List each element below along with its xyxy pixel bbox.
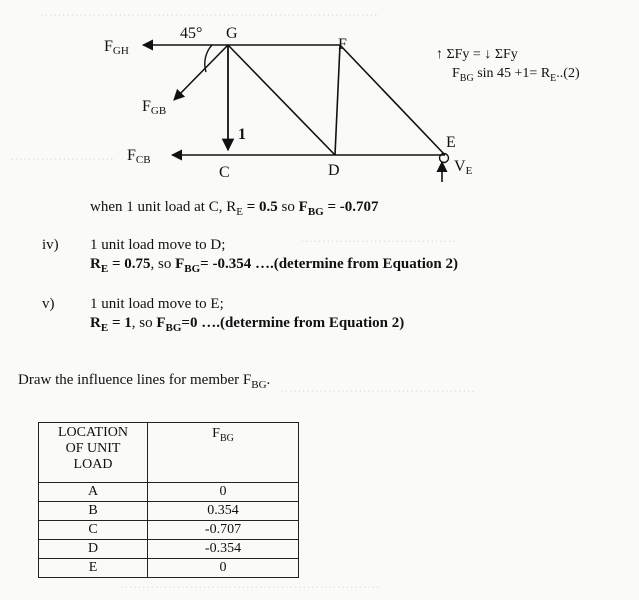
case-v-line-2: $R_E = 1$, so $F_{BG}=0$ ….(determine from Equation 2) <box>90 315 405 334</box>
case-v-number: v) <box>42 296 55 312</box>
table-row <box>39 483 299 502</box>
label-fcb: FCB <box>127 147 151 166</box>
label-c: C <box>219 164 230 181</box>
equation-line-1: ↑ ΣFy = ↓ ΣFy <box>436 47 518 62</box>
label-f: F <box>338 36 347 53</box>
equation-line-2: $F_{BG}$ $\sin 45 +1= R_E..(2)$ <box>452 66 580 84</box>
cell-value: 0 <box>148 559 299 578</box>
label-fgh: FGH <box>104 38 129 57</box>
table-header-row <box>39 423 299 483</box>
cell-location: A <box>39 483 148 502</box>
influence-table <box>38 422 299 578</box>
force-fgb-arrow <box>174 45 228 100</box>
cell-value: 0 <box>148 483 299 502</box>
case-c-text: when 1 unit load at C, $R_E = 0.5$ so $F_{BG} = -0.707$ <box>90 199 379 218</box>
case-iv-line-2: $R_E = 0.75$, so $F_{BG}= -0.354$ ….(determine from Equation 2) <box>90 256 458 275</box>
table-row <box>39 540 299 559</box>
header-location: LOCATION OF UNIT LOAD <box>39 423 148 483</box>
cell-value: 0.354 <box>148 502 299 521</box>
label-d: D <box>328 162 340 179</box>
cell-location: E <box>39 559 148 578</box>
label-unit-load: 1 <box>238 126 246 143</box>
bleed-through-text: …………………………………………………………………… <box>40 4 378 19</box>
cell-location: D <box>39 540 148 559</box>
case-iv-number: iv) <box>42 237 59 253</box>
label-ve: VE <box>454 158 473 177</box>
table-row <box>39 521 299 540</box>
bleed-through-text: ……………………………………… <box>280 380 475 395</box>
bleed-through-text: …………………………………………………… <box>120 576 380 591</box>
table-row <box>39 502 299 521</box>
table-row <box>39 559 299 578</box>
instruction-text: Draw the influence lines for member $F_{BG}$. <box>18 372 271 391</box>
truss-diagram <box>0 0 639 200</box>
cell-value: -0.707 <box>148 521 299 540</box>
label-angle: 45° <box>180 25 203 42</box>
cell-value: -0.354 <box>148 540 299 559</box>
bleed-through-text: ……………………………… <box>300 230 456 245</box>
cell-location: C <box>39 521 148 540</box>
header-fbg: $F_{BG}$ <box>148 423 299 483</box>
member-fd <box>335 45 340 155</box>
label-e: E <box>446 134 456 151</box>
case-iv-line-1: 1 unit load move to D; <box>90 237 226 253</box>
member-fe <box>340 45 445 155</box>
case-v-line-1: 1 unit load move to E; <box>90 296 224 312</box>
cell-location: B <box>39 502 148 521</box>
label-g: G <box>226 25 238 42</box>
bleed-through-text: …………………… <box>10 148 114 163</box>
label-fgb: FGB <box>142 98 167 117</box>
